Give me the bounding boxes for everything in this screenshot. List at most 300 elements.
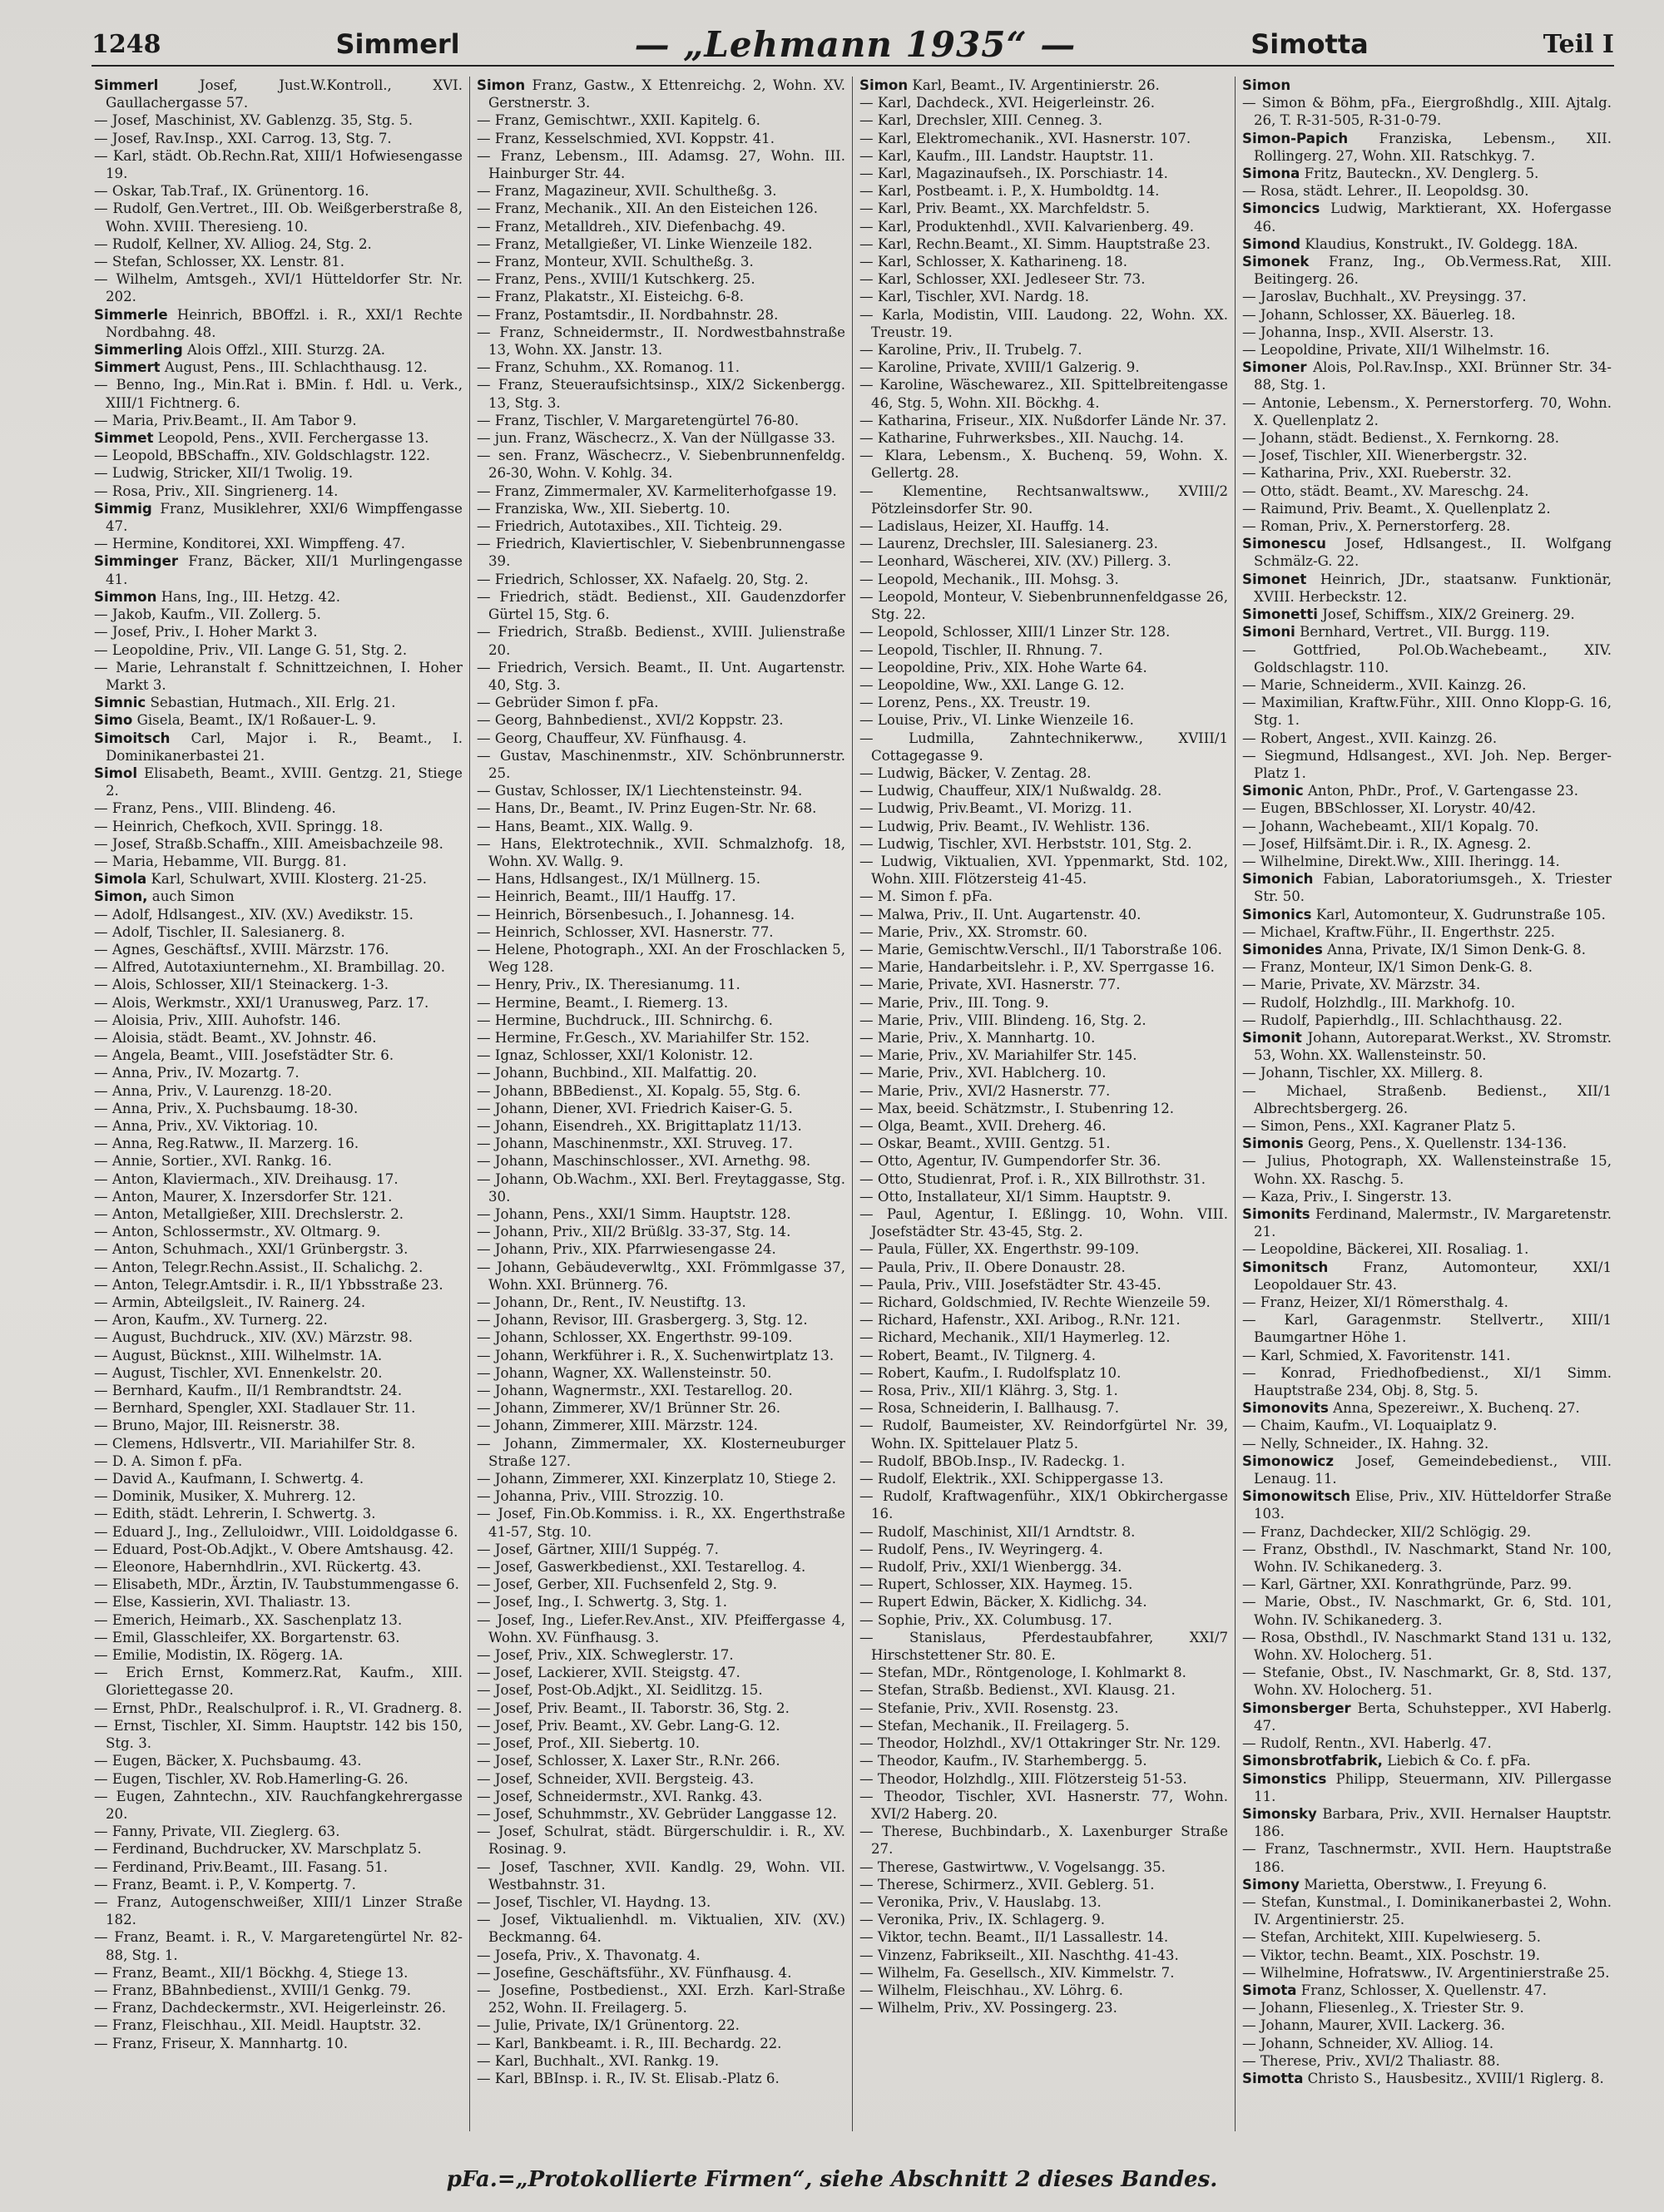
directory-entry: — Johann, Zimmermaler, XX. Klosterneuburger Straße 127. xyxy=(477,1435,845,1469)
directory-entry: — Anton, Telegr.Rechn.Assist., II. Schalichg. 2. xyxy=(94,1259,423,1275)
directory-entry: — Leopold, BBSchaffn., XIV. Goldschlagstr. 122. xyxy=(94,448,431,464)
directory-entry: — Vinzenz, Fabrikseilt., XII. Naschthg. 41-43. xyxy=(859,1947,1179,1963)
directory-entry: — Marie, Lehranstalt f. Schnittzeichnen, I. Hoher Markt 3. xyxy=(94,659,463,693)
directory-entry: — Hans, Elektrotechnik., XVII. Schmalzhofg. 18, Wohn. XV. Wallg. 9. xyxy=(477,835,845,869)
directory-entry: Simol Elisabeth, Beamt., XVIII. Gentzg. 21, Stiege 2. xyxy=(94,765,463,799)
directory-entry: — Otto, städt. Beamt., XV. Mareschg. 24. xyxy=(1242,482,1529,499)
column-2 xyxy=(470,77,853,2131)
directory-entry: — Chaim, Kaufm., VI. Loquaiplatz 9. xyxy=(1242,1418,1498,1434)
directory-entry: — Leopoldine, Priv., XIX. Hohe Warte 64. xyxy=(859,659,1147,675)
directory-entry: — Johann, Zimmerer, XIII. Märzstr. 124. xyxy=(477,1418,758,1434)
directory-entry: — Franz, Schuhm., XX. Romanog. 11. xyxy=(477,359,740,376)
directory-entry: — Friedrich, Autotaxibes., XII. Tichteig. 29. xyxy=(477,518,783,535)
directory-entry: Simon Karl, Beamt., IV. Argentinierstr. 26. xyxy=(859,77,1160,93)
directory-entry: — Roman, Priv., X. Pernerstorferg. 28. xyxy=(1242,518,1511,535)
directory-entry: — Karoline, Private, XVIII/1 Galzerig. 9. xyxy=(859,359,1140,376)
directory-entry: — Michael, Kraftw.Führ., II. Engerthstr. 225. xyxy=(1242,923,1556,940)
directory-entry: — Franz, Taschnermstr., XVII. Hern. Hauptstraße 186. xyxy=(1242,1841,1612,1875)
directory-entry: Simonsberger Berta, Schuhstepper., XVI Haberlg. 47. xyxy=(1242,1700,1612,1734)
directory-entry: — Johann, Maschinschlosser., XVI. Arnethg. 98. xyxy=(477,1153,811,1170)
directory-entry: — Johann, Priv., XIX. Pfarrwiesengasse 24. xyxy=(477,1241,776,1258)
directory-entry: — Franz, Beamt. i. P., V. Kompertg. 7. xyxy=(94,1876,356,1893)
directory-entry: — Bruno, Major, III. Reisnerstr. 38. xyxy=(94,1418,340,1434)
directory-entry: Simota Franz, Schlosser, X. Quellenstr. 47. xyxy=(1242,1982,1548,1998)
directory-entry: — Therese, Priv., XVI/2 Thaliastr. 88. xyxy=(1242,2052,1500,2069)
directory-entry: — Eugen, Bäcker, X. Puchsbaumg. 43. xyxy=(94,1753,362,1769)
directory-entry: Simonovits Anna, Spezereiwr., X. Buchenq. 27. xyxy=(1242,1400,1580,1417)
directory-entry: — Franz, Monteur, IX/1 Simon Denk-G. 8. xyxy=(1242,959,1533,976)
directory-entry: — Leopold, Monteur, V. Siebenbrunnenfeldgasse 26, Stg. 22. xyxy=(859,588,1228,623)
directory-entry: — Robert, Kaufm., I. Rudolfsplatz 10. xyxy=(859,1364,1122,1381)
directory-entry: — Johann, BBBedienst., XI. Kopalg. 55, Stg. 6. xyxy=(477,1082,801,1099)
directory-entry: — Johann, städt. Bedienst., X. Fernkorng. 28. xyxy=(1242,430,1560,447)
directory-entry: — Johann, Revisor, III. Grasbergerg. 3, Stg. 12. xyxy=(477,1312,808,1329)
directory-entry: — Veronika, Priv., V. Hauslabg. 13. xyxy=(859,1893,1102,1910)
directory-entry: — Eugen, Tischler, XV. Rob.Hamerling-G. 26. xyxy=(94,1770,409,1787)
directory-entry: — Leopold, Tischler, II. Rhnung. 7. xyxy=(859,641,1103,658)
directory-entry: — Gustav, Schlosser, IX/1 Liechtensteinstr. 94. xyxy=(477,783,803,799)
directory-entry: — Karl, Elektromechanik., XVI. Hasnerstr. 107. xyxy=(859,130,1191,146)
directory-entry: — Wilhelm, Fleischhau., XV. Löhrg. 6. xyxy=(859,1982,1123,1998)
directory-entry: — Wilhelm, Amtsgeh., XVI/1 Hütteldorfer Str. Nr. 202. xyxy=(94,271,463,305)
directory-entry: — August, Buchdruck., XIV. (XV.) Märzstr. 98. xyxy=(94,1329,414,1346)
directory-entry: — Franz, Autogenschweißer, XIII/1 Linzer Straße 182. xyxy=(94,1893,463,1928)
directory-entry: — Ludwig, Bäcker, V. Zentag. 28. xyxy=(859,765,1092,781)
directory-entry: — Johann, Schlosser, XX. Bäuerleg. 18. xyxy=(1242,306,1516,323)
directory-entry: — Karl, Tischler, XVI. Nardg. 18. xyxy=(859,289,1090,305)
directory-entry: — Johann, Zimmerer, XV/1 Brünner Str. 26. xyxy=(477,1400,781,1417)
directory-entry: Simond Klaudius, Konstrukt., IV. Goldegg. 18A. xyxy=(1242,235,1578,252)
directory-entry: — Josef, Fin.Ob.Kommiss. i. R., XX. Engerthstraße 41-57, Stg. 10. xyxy=(477,1506,845,1540)
directory-entry: — Oskar, Beamt., XVIII. Gentzg. 51. xyxy=(859,1136,1111,1152)
directory-entry: — Rudolf, BBOb.Insp., IV. Radeckg. 1. xyxy=(859,1452,1126,1469)
directory-entry: — Karl, Magazinaufseh., IX. Porschiastr. 14. xyxy=(859,166,1168,182)
directory-entry: — Rudolf, Kellner, XV. Alliog. 24, Stg. 2. xyxy=(94,235,372,252)
directory-entry: — Josef, Tischler, VI. Haydng. 13. xyxy=(477,1893,711,1910)
directory-entry: Simo Gisela, Beamt., IX/1 Roßauer-L. 9. xyxy=(94,712,377,729)
directory-entry: — Johann, Diener, XVI. Friedrich Kaiser-G. 5. xyxy=(477,1100,793,1116)
directory-entry: — Gustav, Maschinenmstr., XIV. Schönbrunnerstr. 25. xyxy=(477,747,845,781)
directory-entry: — Therese, Schirmerz., XVII. Geblerg. 51. xyxy=(859,1876,1155,1893)
directory-entry: — Rudolf, Holzhdlg., III. Markhofg. 10. xyxy=(1242,994,1516,1011)
directory-entry: — Anton, Klaviermach., XIV. Dreihausg. 17. xyxy=(94,1170,399,1187)
directory-entry: — Josef, Lackierer, XVII. Steigstg. 47. xyxy=(477,1665,740,1681)
directory-entry: — Ludwig, Tischler, XVI. Herbststr. 101, Stg. 2. xyxy=(859,835,1192,852)
directory-entry: — Theodor, Tischler, XVI. Hasnerstr. 77, Wohn. XVI/2 Haberg. 20. xyxy=(859,1788,1228,1822)
directory-entry: — Max, beeid. Schätzmstr., I. Stubenring 12. xyxy=(859,1100,1175,1116)
directory-entry: — Josef, Schulrat, städt. Bürgerschuldir. i. R., XV. Rosinag. 9. xyxy=(477,1824,845,1858)
directory-entry: — Josef, Gaswerkbedienst., XXI. Testarellog. 4. xyxy=(477,1559,806,1576)
directory-entry: — Agnes, Geschäftsf., XVIII. Märzstr. 176. xyxy=(94,941,389,958)
directory-entry: — Rudolf, Priv., XXI/1 Wienbergg. 34. xyxy=(859,1559,1122,1576)
directory-entry: — Franz, BBahnbedienst., XVIII/1 Genkg. 79. xyxy=(94,1982,411,1998)
directory-entry: — Richard, Hafenstr., XXI. Aribog., R.Nr. 121. xyxy=(859,1312,1181,1329)
directory-entry: — Friedrich, städt. Bedienst., XII. Gaudenzdorfer Gürtel 15, Stg. 6. xyxy=(477,588,845,623)
directory-entry: Simonetti Josef, Schiffsm., XIX/2 Greinerg. 29. xyxy=(1242,606,1575,623)
column-4 xyxy=(1236,77,1618,2131)
directory-entry: — Franz, Heizer, XI/1 Römersthalg. 4. xyxy=(1242,1294,1508,1311)
directory-entry: — Franz, Magazineur, XVII. Schultheßg. 3. xyxy=(477,183,777,200)
directory-entry: — Franz, Pens., VIII. Blindeng. 46. xyxy=(94,800,336,817)
directory-entry: — Armin, Abteilgsleit., IV. Rainerg. 24. xyxy=(94,1294,366,1311)
column-3 xyxy=(853,77,1236,2131)
directory-entry: — Ignaz, Schlosser, XXI/1 Kolonistr. 12. xyxy=(477,1047,754,1064)
directory-entry: — Karoline, Wäschewarez., XII. Spittelbreitengasse 46, Stg. 5, Wohn. XII. Böckhg. 4. xyxy=(859,377,1228,411)
directory-entry: — Josef, Gerber, XII. Fuchsenfeld 2, Stg. 9. xyxy=(477,1576,778,1593)
directory-entry: — Ludwig, Stricker, XII/1 Twolig. 19. xyxy=(94,465,354,482)
directory-entry: — Josefine, Postbedienst., XXI. Erzh. Karl-Straße 252, Wohn. II. Freilagerg. 5. xyxy=(477,1982,845,2017)
directory-entry: — Josef, Taschner, XVII. Kandlg. 29, Wohn. VII. Westbahnstr. 31. xyxy=(477,1858,845,1893)
directory-entry: — Louise, Priv., VI. Linke Wienzeile 16. xyxy=(859,712,1134,729)
directory-entry: — Johann, Maschinenmstr., XXI. Struveg. 17. xyxy=(477,1136,793,1152)
directory-entry: — Johann, Dr., Rent., IV. Neustiftg. 13. xyxy=(477,1294,746,1311)
directory-entry: — Johann, Schneider, XV. Alliog. 14. xyxy=(1242,2035,1494,2051)
directory-entry: Simonet Heinrich, JDr., staatsanw. Funktionär, XVIII. Herbeckstr. 12. xyxy=(1242,571,1612,605)
directory-entry: Simonis Georg, Pens., X. Quellenstr. 134-136. xyxy=(1242,1136,1567,1152)
directory-entry: — Josef, Priv., XIX. Schweglerstr. 17. xyxy=(477,1647,734,1664)
directory-entry: — Josef, Priv. Beamt., II. Taborstr. 36, Stg. 2. xyxy=(477,1700,790,1716)
directory-entry: Simon xyxy=(1242,77,1291,93)
directory-entry: Simmon Hans, Ing., III. Hetzg. 42. xyxy=(94,588,340,605)
directory-entry: — Rosa, Obsthdl., IV. Naschmarkt Stand 131 u. 132, Wohn. XV. Holocherg. 51. xyxy=(1242,1629,1612,1664)
directory-entry: Simonstics Philipp, Steuermann, XIV. Pillergasse 11. xyxy=(1242,1770,1612,1804)
directory-entry: — Alois, Werkmstr., XXI/1 Uranusweg, Parz. 17. xyxy=(94,994,429,1011)
directory-entry: — Friedrich, Versich. Beamt., II. Unt. Augartenstr. 40, Stg. 3. xyxy=(477,659,845,693)
directory-entry: — Maria, Priv.Beamt., II. Am Tabor 9. xyxy=(94,412,357,428)
directory-entry: — Marie, Priv., XVI. Hablcherg. 10. xyxy=(859,1065,1107,1081)
directory-entry: — Helene, Photograph., XXI. An der Froschlacken 5, Weg 128. xyxy=(477,941,845,976)
directory-entry: — Adolf, Tischler, II. Salesianerg. 8. xyxy=(94,923,345,940)
directory-entry: — Karl, Schlosser, XXI. Jedleseer Str. 73. xyxy=(859,271,1146,288)
directory-entry: — Josef, Rav.Insp., XXI. Carrog. 13, Stg. 7. xyxy=(94,130,392,146)
directory-entry: — Wilhelm, Priv., XV. Possingerg. 23. xyxy=(859,2000,1117,2017)
directory-entry: — Annie, Sortier., XVI. Rankg. 16. xyxy=(94,1153,332,1170)
directory-entry: — Otto, Studienrat, Prof. i. R., XIX Billrothstr. 31. xyxy=(859,1170,1206,1187)
footnote: pFa.=„Protokollierte Firmen“, siehe Abschnitt 2 dieses Bandes. xyxy=(446,2167,1218,2192)
directory-entry: — Karl, Schmied, X. Favoritenstr. 141. xyxy=(1242,1347,1511,1363)
directory-entry: — Wilhelmine, Direkt.Ww., XIII. Iheringg. 14. xyxy=(1242,853,1560,869)
directory-entry: — Stefan, Architekt, XIII. Kupelwieserg. 5. xyxy=(1242,1929,1542,1946)
directory-entry: — Else, Kassierin, XVI. Thaliastr. 13. xyxy=(94,1594,351,1611)
directory-entry: — Johann, Zimmerer, XXI. Kinzerplatz 10, Stiege 2. xyxy=(477,1471,837,1487)
directory-entry: — Anna, Priv., V. Laurenzg. 18-20. xyxy=(94,1082,332,1099)
directory-entry: — Anton, Maurer, X. Inzersdorfer Str. 121. xyxy=(94,1188,393,1205)
directory-entry: — Eugen, Zahntechn., XIV. Rauchfangkehrergasse 20. xyxy=(94,1788,463,1822)
directory-entry: — Heinrich, Schlosser, XVI. Hasnerstr. 77. xyxy=(477,923,774,940)
directory-entry: — Johann, Eisendreh., XX. Brigittaplatz 11/13. xyxy=(477,1117,802,1134)
directory-entry: — Anton, Schuhmach., XXI/1 Grünbergstr. 3. xyxy=(94,1241,409,1258)
directory-entry: — Olga, Beamt., XVII. Dreherg. 46. xyxy=(859,1117,1107,1134)
directory-entry: — Johanna, Priv., VIII. Strozzig. 10. xyxy=(477,1488,725,1505)
directory-entry: — Karl, Gärtner, XXI. Konrathgründe, Parz. 99. xyxy=(1242,1576,1572,1593)
directory-entry: — Friedrich, Straßb. Bedienst., XVIII. Julienstraße 20. xyxy=(477,624,845,658)
directory-entry: — Josefa, Priv., X. Thavonatg. 4. xyxy=(477,1947,701,1963)
directory-entry: — Marie, Priv., XVI/2 Hasnerstr. 77. xyxy=(859,1082,1111,1099)
directory-entry: — Emilie, Modistin, IX. Rögerg. 1A. xyxy=(94,1647,344,1664)
directory-entry: — Therese, Buchbindarb., X. Laxenburger Straße 27. xyxy=(859,1824,1228,1858)
directory-entry: — Stefan, Straßb. Bedienst., XVI. Klausg. 21. xyxy=(859,1682,1176,1699)
directory-entry: — Aloisia, städt. Beamt., XV. Johnstr. 46. xyxy=(94,1029,377,1046)
directory-entry: — Stefan, MDr., Röntgenologe, I. Kohlmarkt 8. xyxy=(859,1665,1186,1681)
directory-entry: — Anna, Reg.Ratww., II. Marzerg. 16. xyxy=(94,1136,359,1152)
directory-entry: — Josef, Gärtner, XIII/1 Suppég. 7. xyxy=(477,1541,719,1557)
directory-entry: — Adolf, Hdlsangest., XIV. (XV.) Avedikstr. 15. xyxy=(94,906,414,923)
directory-entry: — Franz, Dachdecker, XII/2 Schlögig. 29. xyxy=(1242,1523,1532,1540)
directory-entry: — Anton, Telegr.Amtsdir. i. R., II/1 Ybbsstraße 23. xyxy=(94,1276,443,1293)
directory-entry: — Paula, Priv., VIII. Josefstädter Str. 43-45. xyxy=(859,1276,1161,1293)
directory-entry: — Franz, Kesselschmied, XVI. Koppstr. 41. xyxy=(477,130,775,146)
directory-entry: Simonich Fabian, Laboratoriumsgeh., X. Triester Str. 50. xyxy=(1242,871,1612,905)
directory-entry: — Oskar, Tab.Traf., IX. Grünentorg. 16. xyxy=(94,183,369,200)
entry-columns xyxy=(87,77,1618,2131)
directory-entry: — Franziska, Ww., XII. Siebertg. 10. xyxy=(477,500,730,517)
directory-entry: — Hermine, Konditorei, XXI. Wimpffeng. 47. xyxy=(94,536,406,552)
directory-entry: Simona Fritz, Bauteckn., XV. Denglerg. 5. xyxy=(1242,166,1539,182)
page-number: 1248 xyxy=(92,29,161,59)
directory-entry: — Johann, Fliesenleg., X. Triester Str. 9. xyxy=(1242,2000,1524,2017)
directory-entry: — Rosa, städt. Lehrer., II. Leopoldsg. 30. xyxy=(1242,183,1529,200)
directory-entry: — Rudolf, Papierhdlg., III. Schlachthausg. 22. xyxy=(1242,1012,1562,1028)
directory-entry: Simon, auch Simon xyxy=(94,888,235,905)
directory-entry: — Johann, Buchbind., XII. Malfattig. 20. xyxy=(477,1065,757,1081)
directory-entry: — Franz, Metallgießer, VI. Linke Wienzeile 182. xyxy=(477,235,813,252)
directory-entry: — Josef, Post-Ob.Adjkt., XI. Seidlitzg. 15. xyxy=(477,1682,763,1699)
directory-entry: — Franz, Pens., XVIII/1 Kutschkerg. 25. xyxy=(477,271,755,288)
directory-entry: — Heinrich, Chefkoch, XVII. Springg. 18. xyxy=(94,818,384,834)
directory-entry: — Therese, Gastwirtww., V. Vogelsangg. 35. xyxy=(859,1858,1166,1875)
directory-entry: — Julie, Private, IX/1 Grünentorg. 22. xyxy=(477,2017,740,2034)
directory-entry: — Karl, Produktenhdl., XVII. Kalvarienberg. 49. xyxy=(859,218,1195,235)
directory-entry: — Anton, Metallgießer, XIII. Drechslerstr. 2. xyxy=(94,1206,404,1222)
directory-entry: — Rudolf, Elektrik., XXI. Schippergasse 13. xyxy=(859,1471,1164,1487)
directory-entry: — Josef, Ing., I. Schwertg. 3, Stg. 1. xyxy=(477,1594,728,1611)
directory-entry: — Johann, Maurer, XVII. Lackerg. 36. xyxy=(1242,2017,1506,2034)
directory-entry: — Franz, Beamt. i. R., V. Margaretengürtel Nr. 82-88, Stg. 1. xyxy=(94,1929,463,1963)
directory-entry: — Simon & Böhm, pFa., Eiergroßhdlg., XIII. Ajtalg. 26, T. R-31-505, R-31-0-79. xyxy=(1242,95,1612,129)
directory-entry: — Georg, Bahnbedienst., XVI/2 Koppstr. 23. xyxy=(477,712,784,729)
directory-entry: — Benno, Ing., Min.Rat i. BMin. f. Hdl. u. Verk., XIII/1 Fichtnerg. 6. xyxy=(94,377,463,411)
directory-entry: — Leopold, Mechanik., III. Mohsg. 3. xyxy=(859,571,1119,587)
directory-entry: — Marie, Gemischtw.Verschl., II/1 Taborstraße 106. xyxy=(859,941,1222,958)
directory-entry: — Franz, Zimmermaler, XV. Karmeliterhofgasse 19. xyxy=(477,482,837,499)
directory-entry: — Bernhard, Kaufm., II/1 Rembrandtstr. 24. xyxy=(94,1383,403,1399)
directory-entry: — Veronika, Priv., IX. Schlagerg. 9. xyxy=(859,1912,1106,1928)
directory-entry: — Wilhelmine, Hofratsww., IV. Argentinierstraße 25. xyxy=(1242,1964,1610,1981)
directory-entry: — Rudolf, Gen.Vertret., III. Ob. Weißgerberstraße 8, Wohn. XVIII. Theresieng. 10. xyxy=(94,200,463,235)
directory-entry: — Kaza, Priv., I. Singerstr. 13. xyxy=(1242,1188,1453,1205)
directory-entry: — Ludwig, Chauffeur, XIX/1 Nußwaldg. 28. xyxy=(859,783,1162,799)
directory-entry: — Friedrich, Klaviertischler, V. Siebenbrunnengasse 39. xyxy=(477,536,845,570)
directory-entry: — Eduard J., Ing., Zelluloidwr., VIII. Loidoldgasse 6. xyxy=(94,1523,458,1540)
directory-entry: Simnic Sebastian, Hutmach., XII. Erlg. 21. xyxy=(94,695,396,711)
directory-entry: — Josef, Schlosser, X. Laxer Str., R.Nr. 266. xyxy=(477,1753,780,1769)
directory-entry: Simonitsch Franz, Automonteur, XXI/1 Leopoldauer Str. 43. xyxy=(1242,1259,1612,1293)
directory-entry: Simonic Anton, PhDr., Prof., V. Gartengasse 23. xyxy=(1242,783,1578,799)
directory-entry: — Franz, Postamtsdir., II. Nordbahnstr. 28. xyxy=(477,306,779,323)
directory-entry: — Rudolf, Pens., IV. Weyringerg. 4. xyxy=(859,1541,1103,1557)
directory-entry: — Viktor, techn. Beamt., II/1 Lassallestr. 14. xyxy=(859,1929,1169,1946)
directory-entry: — Theodor, Holzhdl., XV/1 Ottakringer Str. Nr. 129. xyxy=(859,1735,1221,1752)
directory-entry: — Josef, Schneider, XVII. Bergsteig. 43. xyxy=(477,1770,755,1787)
directory-entry: Simonek Franz, Ing., Ob.Vermess.Rat, XIII. Beitingerg. 26. xyxy=(1242,254,1612,288)
directory-entry: — Anton, Schlossermstr., XV. Oltmarg. 9. xyxy=(94,1224,381,1240)
directory-entry: — Rudolf, Rentn., XVI. Haberlg. 47. xyxy=(1242,1735,1492,1752)
directory-entry: — Josefine, Geschäftsführ., XV. Fünfhausg. 4. xyxy=(477,1964,792,1981)
directory-entry: — Katharina, Priv., XXI. Rueberstr. 32. xyxy=(1242,465,1512,482)
directory-entry: — Rudolf, Maschinist, XII/1 Arndtstr. 8. xyxy=(859,1523,1136,1540)
right-headword: Simotta xyxy=(1250,28,1369,60)
directory-entry: — Franz, Friseur, X. Mannhartg. 10. xyxy=(94,2035,348,2051)
directory-entry: — Franz, Obsthdl., IV. Naschmarkt, Stand Nr. 100, Wohn. IV. Schikanederg. 3. xyxy=(1242,1541,1612,1576)
directory-entry: — Bernhard, Spengler, XXI. Stadlauer Str. 11. xyxy=(94,1400,416,1417)
directory-entry: — Franz, Monteur, XVII. Schultheßg. 3. xyxy=(477,254,754,270)
directory-entry: — Sophie, Priv., XX. Columbusg. 17. xyxy=(859,1611,1112,1628)
directory-entry: — Ludwig, Priv.Beamt., VI. Morizg. 11. xyxy=(859,800,1132,817)
directory-entry: — Marie, Schneiderm., XVII. Kainzg. 26. xyxy=(1242,676,1527,693)
directory-entry: — Rosa, Schneiderin, I. Ballhausg. 7. xyxy=(859,1400,1119,1417)
directory-entry: — Eleonore, Habernhdlrin., XVI. Rückertg. 43. xyxy=(94,1559,422,1576)
directory-entry: — Karl, Schlosser, X. Katharineng. 18. xyxy=(859,254,1127,270)
directory-entry: — Heinrich, Börsenbesuch., I. Johannesg. 14. xyxy=(477,906,795,923)
directory-entry: Simon-Papich Franziska, Lebensm., XII. Rollingerg. 27, Wohn. XII. Ratschkyg. 7. xyxy=(1242,130,1612,164)
directory-entry: — Johann, Wagner, XX. Wallensteinstr. 50. xyxy=(477,1364,772,1381)
directory-entry: — Johann, Priv., XII/2 Brüßlg. 33-37, Stg. 14. xyxy=(477,1224,791,1240)
directory-entry: — Ferdinand, Priv.Beamt., III. Fasang. 51. xyxy=(94,1858,388,1875)
directory-entry: — Karl, Kaufm., III. Landstr. Hauptstr. 11. xyxy=(859,147,1154,164)
directory-entry: — Ernst, PhDr., Realschulprof. i. R., VI. Gradnerg. 8. xyxy=(94,1700,463,1716)
directory-entry: — Marie, Private, XV. Märzstr. 34. xyxy=(1242,977,1481,993)
directory-entry: — Karl, Priv. Beamt., XX. Marchfeldstr. 5. xyxy=(859,200,1150,217)
directory-entry: — Eugen, BBSchlosser, XI. Lorystr. 40/42. xyxy=(1242,800,1537,817)
directory-entry: — Fanny, Private, VII. Zieglerg. 63. xyxy=(94,1824,340,1840)
directory-entry: — Alfred, Autotaxiunternehm., XI. Brambillag. 20. xyxy=(94,959,445,976)
directory-entry: — Karl, Drechsler, XIII. Cenneg. 3. xyxy=(859,112,1103,129)
directory-entry: — Emerich, Heimarb., XX. Saschenplatz 13. xyxy=(94,1611,403,1628)
part-label: Teil I xyxy=(1543,29,1614,59)
directory-entry: — Anna, Priv., X. Puchsbaumg. 18-30. xyxy=(94,1100,359,1116)
directory-entry: — jun. Franz, Wäschecrz., X. Van der Nüllgasse 33. xyxy=(477,430,836,447)
directory-entry: — Johann, Wachebeamt., XII/1 Kopalg. 70. xyxy=(1242,818,1539,834)
directory-entry: — Johann, Gebäudeverwltg., XXI. Frömmlgasse 37, Wohn. XXI. Brünnerg. 76. xyxy=(477,1259,845,1293)
directory-entry: — Johann, Werkführer i. R., X. Suchenwirtplatz 13. xyxy=(477,1347,834,1363)
directory-entry: — Franz, Fleischhau., XII. Meidl. Hauptstr. 32. xyxy=(94,2017,422,2034)
directory-entry: Simony Marietta, Oberstww., I. Freyung 6. xyxy=(1242,1876,1548,1893)
directory-entry: — Johann, Schlosser, XX. Engerthstr. 99-109. xyxy=(477,1329,793,1346)
directory-entry: — Lorenz, Pens., XX. Treustr. 19. xyxy=(859,695,1091,711)
directory-entry: — Marie, Private, XVI. Hasnerstr. 77. xyxy=(859,977,1121,993)
directory-entry: — Karl, Garagenmstr. Stellvertr., XIII/1 Baumgartner Höhe 1. xyxy=(1242,1312,1612,1346)
directory-entry: Simonides Anna, Private, IX/1 Simon Denk-G. 8. xyxy=(1242,941,1587,958)
directory-entry: — Karla, Modistin, VIII. Laudong. 22, Wohn. XX. Treustr. 19. xyxy=(859,306,1228,340)
directory-entry: — Franz, Plakatstr., XI. Eisteichg. 6-8. xyxy=(477,289,745,305)
directory-entry: — Marie, Handarbeitslehr. i. P., XV. Sperrgasse 16. xyxy=(859,959,1215,976)
directory-entry: — Marie, Priv., III. Tong. 9. xyxy=(859,994,1049,1011)
directory-entry: — Anna, Priv., XV. Viktoriag. 10. xyxy=(94,1117,319,1134)
directory-entry: — Karl, städt. Ob.Rechn.Rat, XIII/1 Hofwiesengasse 19. xyxy=(94,147,463,182)
directory-entry: — Nelly, Schneider., IX. Hahng. 32. xyxy=(1242,1435,1489,1452)
directory-entry: — Franz, Schneidermstr., II. Nordwestbahnstraße 13, Wohn. XX. Janstr. 13. xyxy=(477,324,845,359)
directory-entry: — Karl, Dachdeck., XVI. Heigerleinstr. 26. xyxy=(859,95,1155,111)
directory-entry: — Elisabeth, MDr., Ärztin, IV. Taubstummengasse 6. xyxy=(94,1576,459,1593)
directory-entry: — Heinrich, Beamt., III/1 Hauffg. 17. xyxy=(477,888,736,905)
directory-entry: Simotta Christo S., Hausbesitz., XVIII/1 Riglerg. 8. xyxy=(1242,2070,1604,2086)
directory-entry: — Marie, Priv., XV. Mariahilfer Str. 145. xyxy=(859,1047,1137,1064)
directory-entry: — Josef, Priv. Beamt., XV. Gebr. Lang-G. 12. xyxy=(477,1717,780,1734)
directory-entry: — Maximilian, Kraftw.Führ., XIII. Onno Klopp-G. 16, Stg. 1. xyxy=(1242,695,1612,729)
directory-entry: — Richard, Goldschmied, IV. Rechte Wienzeile 59. xyxy=(859,1294,1211,1311)
directory-entry: — Karl, Postbeamt. i. P., X. Humboldtg. 14. xyxy=(859,183,1160,200)
directory-entry: Simon Franz, Gastw., X Ettenreichg. 2, Wohn. XV. Gerstnerstr. 3. xyxy=(477,77,845,111)
directory-entry: Simonit Johann, Autoreparat.Werkst., XV. Stromstr. 53, Wohn. XX. Wallensteinstr. 50. xyxy=(1242,1029,1612,1064)
directory-entry: — Leopoldine, Bäckerei, XII. Rosaliag. 1. xyxy=(1242,1241,1529,1258)
directory-entry: — Ferdinand, Buchdrucker, XV. Marschplatz 5. xyxy=(94,1841,422,1858)
directory-entry: — Aron, Kaufm., XV. Turnerg. 22. xyxy=(94,1312,328,1329)
directory-entry: — Hermine, Fr.Gesch., XV. Mariahilfer Str. 152. xyxy=(477,1029,810,1046)
directory-entry: — Franz, Gemischtwr., XXII. Kapitelg. 6. xyxy=(477,112,760,129)
directory-entry: — Jakob, Kaufm., VII. Zollerg. 5. xyxy=(94,606,321,623)
directory-entry: — Paula, Füller, XX. Engerthstr. 99-109. xyxy=(859,1241,1140,1258)
left-headword: Simmerl xyxy=(335,28,460,60)
directory-entry: — Leonhard, Wäscherei, XIV. (XV.) Pillerg. 3. xyxy=(859,553,1171,570)
directory-entry: Simminger Franz, Bäcker, XII/1 Murlingengasse 41. xyxy=(94,553,463,587)
directory-entry: — Stefan, Schlosser, XX. Lenstr. 81. xyxy=(94,254,345,270)
directory-entry: — Aloisia, Priv., XIII. Auhofstr. 146. xyxy=(94,1012,341,1028)
directory-entry: Simola Karl, Schulwart, XVIII. Klosterg. 21-25. xyxy=(94,871,428,888)
directory-entry: — Alois, Schlosser, XII/1 Steinackerg. 1-3. xyxy=(94,977,389,993)
directory-entry: — Clemens, Hdlsvertr., VII. Mariahilfer Str. 8. xyxy=(94,1435,416,1452)
directory-entry: — Angela, Beamt., VIII. Josefstädter Str. 6. xyxy=(94,1047,394,1064)
directory-entry: — Robert, Beamt., IV. Tilgnerg. 4. xyxy=(859,1347,1097,1363)
directory-entry: — Franz, Steueraufsichtsinsp., XIX/2 Sickenbergg. 13, Stg. 3. xyxy=(477,377,845,411)
directory-entry: — Franz, Lebensm., III. Adamsg. 27, Wohn. III. Hainburger Str. 44. xyxy=(477,147,845,182)
directory-entry: — Friedrich, Schlosser, XX. Nafaelg. 20, Stg. 2. xyxy=(477,571,809,587)
directory-entry: — Josef, Hilfsämt.Dir. i. R., IX. Agnesg. 2. xyxy=(1242,835,1532,852)
directory-entry: — Karoline, Priv., II. Trubelg. 7. xyxy=(859,342,1082,359)
directory-entry: — Konrad, Friedhofbedienst., XI/1 Simm. Hauptstraße 234, Obj. 8, Stg. 5. xyxy=(1242,1364,1612,1399)
directory-entry: Simonescu Josef, Hdlsangest., II. Wolfgang Schmälz-G. 22. xyxy=(1242,536,1612,570)
directory-entry: — Rupert Edwin, Bäcker, X. Kidlichg. 34. xyxy=(859,1594,1147,1611)
directory-entry: — Franz, Dachdeckermstr., XVI. Heigerleinstr. 26. xyxy=(94,2000,446,2017)
directory-entry: — Rosa, Priv., XII/1 Klährg. 3, Stg. 1. xyxy=(859,1383,1118,1399)
directory-entry: — Josef, Prof., XII. Siebertg. 10. xyxy=(477,1735,700,1752)
directory-entry: Simmet Leopold, Pens., XVII. Ferchergasse 13. xyxy=(94,430,429,447)
directory-entry: — Ludwig, Viktualien, XVI. Yppenmarkt, Std. 102, Wohn. XIII. Flötzersteig 41-45. xyxy=(859,853,1228,888)
directory-entry: — Gottfried, Pol.Ob.Wachebeamt., XIV. Goldschlagstr. 110. xyxy=(1242,641,1612,675)
directory-entry: — Rupert, Schlosser, XIX. Haymeg. 15. xyxy=(859,1576,1133,1593)
directory-entry: — Stefanie, Priv., XVII. Rosenstg. 23. xyxy=(859,1700,1119,1716)
directory-entry: — Josef, Viktualienhdl. m. Viktualien, XIV. (XV.) Beckmanng. 64. xyxy=(477,1912,845,1946)
directory-entry: — Erich Ernst, Kommerz.Rat, Kaufm., XIII. Gloriettegasse 20. xyxy=(94,1665,463,1699)
directory-entry: — Stefanie, Obst., IV. Naschmarkt, Gr. 8, Std. 137, Wohn. XV. Holocherg. 51. xyxy=(1242,1665,1612,1699)
directory-entry: — Rudolf, Kraftwagenführ., XIX/1 Obkirchergasse 16. xyxy=(859,1488,1228,1522)
directory-entry: Simmert August, Pens., III. Schlachthausg. 12. xyxy=(94,359,428,376)
directory-entry: — Karl, Buchhalt., XVI. Rankg. 19. xyxy=(477,2052,720,2069)
directory-entry: — Michael, Straßenb. Bedienst., XII/1 Albrechtsbergerg. 26. xyxy=(1242,1082,1612,1116)
directory-entry: — Julius, Photograph, XX. Wallensteinstraße 15, Wohn. XX. Raschg. 5. xyxy=(1242,1153,1612,1187)
directory-entry: Simoncics Ludwig, Marktierant, XX. Hofergasse 46. xyxy=(1242,200,1612,235)
directory-entry: — Hans, Hdlsangest., IX/1 Müllnerg. 15. xyxy=(477,871,761,888)
directory-entry: — Eduard, Post-Ob.Adjkt., V. Obere Amtshausg. 42. xyxy=(94,1541,454,1557)
directory-entry: — Siegmund, Hdlsangest., XVI. Joh. Nep. Berger-Platz 1. xyxy=(1242,747,1612,781)
directory-entry: — Ladislaus, Heizer, XI. Hauffg. 14. xyxy=(859,518,1110,535)
directory-entry: — Johann, Pens., XXI/1 Simm. Hauptstr. 128. xyxy=(477,1206,791,1222)
directory-entry: — Raimund, Priv. Beamt., X. Quellenplatz 2. xyxy=(1242,500,1551,517)
directory-entry: — David A., Kaufmann, I. Schwertg. 4. xyxy=(94,1471,364,1487)
directory-entry: — Ludwig, Priv. Beamt., IV. Wehlistr. 136. xyxy=(859,818,1151,834)
directory-entry: — Karl, BBInsp. i. R., IV. St. Elisab.-Platz 6. xyxy=(477,2070,780,2086)
directory-entry: — Richard, Mechanik., XII/1 Haymerleg. 12. xyxy=(859,1329,1171,1346)
directory-entry: — Otto, Agentur, IV. Gumpendorfer Str. 36. xyxy=(859,1153,1161,1170)
